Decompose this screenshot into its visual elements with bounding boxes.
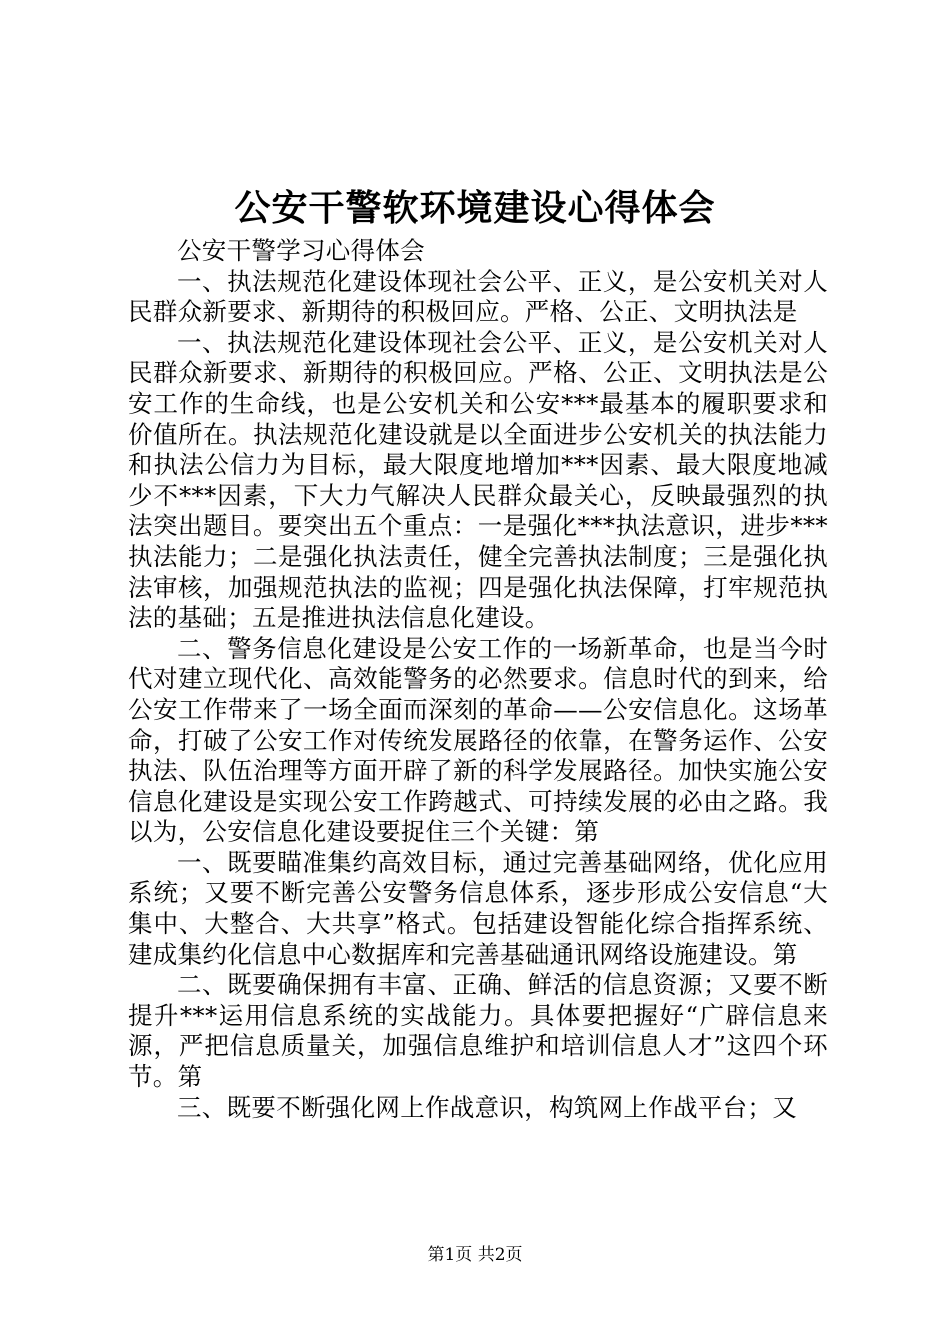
paragraph: 二、警务信息化建设是公安工作的一场新革命，也是当今时代对建立现代化、高效能警务的必然要求。信息时代的到来，给公安工作带来了一场全面而深刻的革命——公安信息化。这场革命，打破了公安工作对传统发展路径的依靠，在警务运作、公安执法、队伍治理等方面开辟了新的科学发展路径。加快实施公安信息化建设是实现公安工作跨越式、可持续发展的必由之路。我以为，公安信息化建设要捉住三个关键：第 [128, 633, 828, 847]
page-footer: 第1页 共2页 [427, 1245, 523, 1265]
paragraph: 一、既要瞄准集约高效目标，通过完善基础网络，优化应用系统；又要不断完善公安警务信息体系，逐步形成公安信息“大集中、大整合、大共享”格式。包括建设智能化综合指挥系统、建成集约化信息中心数据库和完善基础通讯网络设施建设。第 [128, 847, 829, 969]
paragraph: 一、执法规范化建设体现社会公平、正义，是公安机关对人民群众新要求、新期待的积极回应。严格、公正、文明执法是 [128, 266, 828, 327]
paragraph: 三、既要不断强化网上作战意识，构筑网上作战平台；又 [177, 1092, 797, 1122]
document-title: 公安干警软环境建设心得体会 [234, 187, 716, 229]
paragraph: 二、既要确保拥有丰富、正确、鲜活的信息资源；又要不断提升***运用信息系统的实战能力。具体要把握好“广辟信息来源，严把信息质量关，加强信息维护和培训信息人才”这四个环节。第 [128, 970, 828, 1092]
document-body [128, 236, 828, 1123]
paragraph: 一、执法规范化建设体现社会公平、正义，是公安机关对人民群众新要求、新期待的积极回应。严格、公正、文明执法是公安工作的生命线，也是公安机关和公安***最基本的履职要求和价值所在。执法规范化建设就是以全面进步公安机关的执法能力和执法公信力为目标，最大限度地增加***因素、最大限度地减少不***因素，下大力气解决人民群众最关心，反映最强烈的执法突出题目。要突出五个重点：一是强化***执法意识，进步***执法能力；二是强化执法责任，健全完善执法制度；三是强化执法审核，加强规范执法的监视；四是强化执法保障，打牢规范执法的基础；五是推进执法信息化建设。 [128, 327, 828, 633]
paragraph-subtitle: 公安干警学习心得体会 [177, 236, 425, 265]
